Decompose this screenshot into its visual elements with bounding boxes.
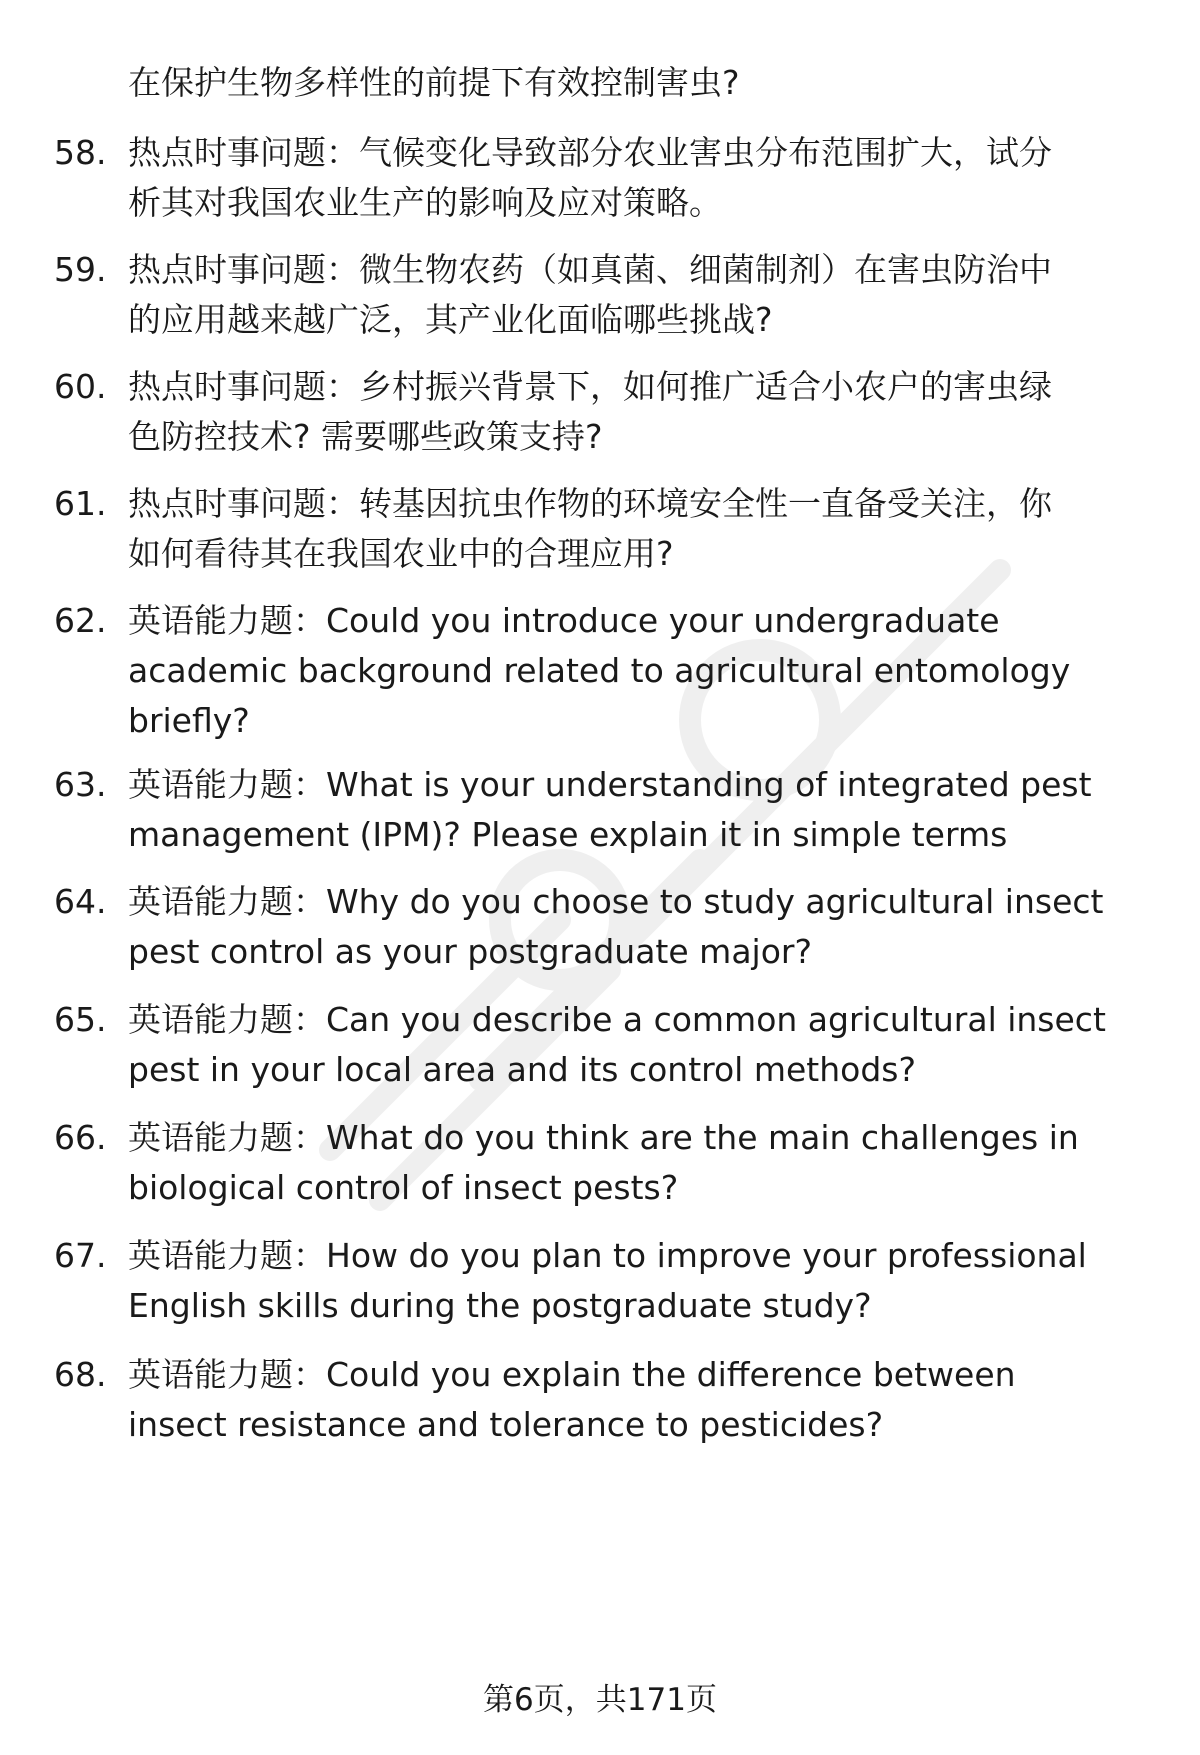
question-number: 65. — [54, 1000, 107, 1039]
question-line: management (IPM)? Please explain it in simple terms — [128, 815, 1008, 854]
question-number: 64. — [54, 882, 107, 921]
question-line: briefly? — [128, 701, 250, 740]
question-text — [128, 362, 1158, 462]
question-line: pest control as your postgraduate major? — [128, 932, 812, 971]
question-line: biological control of insect pests? — [128, 1168, 679, 1207]
question-line: 如何看待其在我国农业中的合理应用? — [128, 534, 674, 573]
question-line: 英语能力题：What is your understanding of integrated pest — [128, 765, 1092, 804]
question-text — [128, 760, 1158, 860]
question-number: 60. — [54, 367, 107, 406]
question-text — [128, 1350, 1158, 1450]
question-line: 英语能力题：Why do you choose to study agricultural insect — [128, 882, 1104, 921]
question-number: 68. — [54, 1355, 107, 1394]
question-line: 英语能力题：Could you introduce your undergraduate — [128, 601, 1000, 640]
question-line: English skills during the postgraduate study? — [128, 1286, 872, 1325]
question-line: 热点时事问题：乡村振兴背景下，如何推广适合小农户的害虫绿 — [128, 367, 1052, 406]
question-number: 62. — [54, 601, 107, 640]
question-number: 63. — [54, 765, 107, 804]
question-text — [128, 596, 1158, 746]
question-line: pest in your local area and its control methods? — [128, 1050, 916, 1089]
question-line: 热点时事问题：气候变化导致部分农业害虫分布范围扩大，试分 — [128, 133, 1052, 172]
question-text — [128, 245, 1158, 345]
question-line: 英语能力题：Could you explain the difference between — [128, 1355, 1016, 1394]
question-text — [128, 877, 1158, 977]
question-line: 英语能力题：Can you describe a common agricultural insect — [128, 1000, 1106, 1039]
question-line: 的应用越来越广泛，其产业化面临哪些挑战? — [128, 300, 773, 339]
question-line: 色防控技术? 需要哪些政策支持? — [128, 417, 603, 456]
question-text — [128, 479, 1158, 579]
question-line: 析其对我国农业生产的影响及应对策略。 — [128, 183, 722, 222]
question-text — [128, 995, 1158, 1095]
page-footer: 第6页，共171页 — [483, 1682, 717, 1718]
question-line: insect resistance and tolerance to pesticides? — [128, 1405, 884, 1444]
continuation-text: 在保护生物多样性的前提下有效控制害虫? — [128, 63, 740, 102]
question-text — [128, 128, 1158, 228]
question-line: 英语能力题：What do you think are the main challenges in — [128, 1118, 1079, 1157]
question-text — [128, 1231, 1158, 1331]
question-line: 热点时事问题：微生物农药（如真菌、细菌制剂）在害虫防治中 — [128, 250, 1052, 289]
question-line: 英语能力题：How do you plan to improve your professional — [128, 1236, 1087, 1275]
question-number: 59. — [54, 250, 107, 289]
question-line: academic background related to agricultural entomology — [128, 651, 1071, 690]
question-number: 61. — [54, 484, 107, 523]
question-number: 67. — [54, 1236, 107, 1275]
question-number: 58. — [54, 133, 107, 172]
question-number: 66. — [54, 1118, 107, 1157]
question-text — [128, 1113, 1158, 1213]
question-line: 热点时事问题：转基因抗虫作物的环境安全性一直备受关注，你 — [128, 484, 1052, 523]
